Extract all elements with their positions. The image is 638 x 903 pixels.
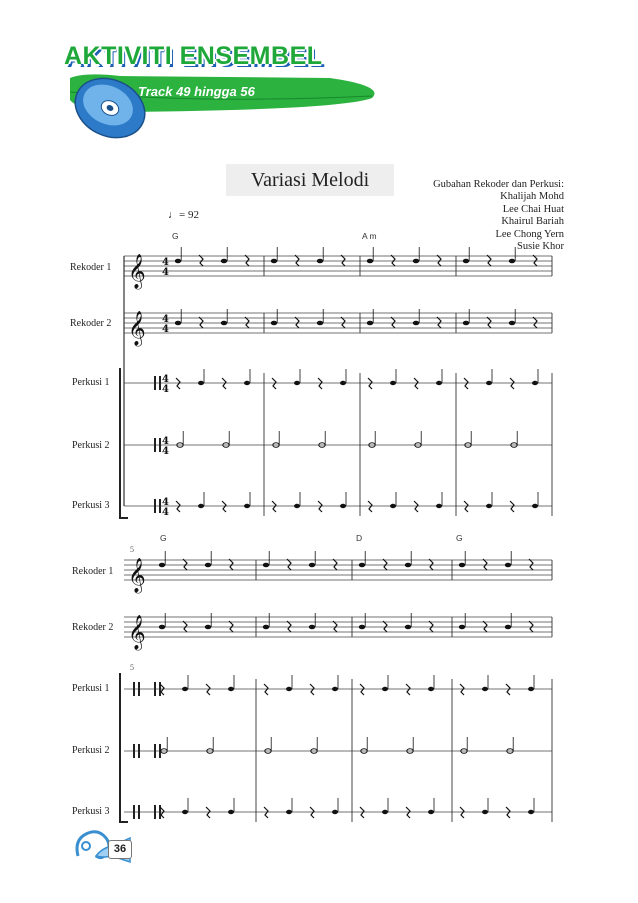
note-head <box>263 563 269 568</box>
rest <box>529 559 533 570</box>
note-head <box>294 504 300 508</box>
rest <box>529 621 533 632</box>
rest <box>414 378 418 389</box>
percussion-clef <box>159 376 161 390</box>
note-head <box>221 321 227 326</box>
part-label: Perkusi 1 <box>72 377 110 388</box>
rest <box>464 501 468 512</box>
note-head <box>340 381 346 385</box>
measure-number: 5 <box>130 545 134 554</box>
note-head <box>382 687 388 691</box>
note-head <box>317 259 323 264</box>
rest <box>506 684 510 695</box>
part-label: Perkusi 2 <box>72 745 110 756</box>
rest <box>272 501 276 512</box>
treble-clef: 𝄞 <box>128 254 146 289</box>
tempo-value: = 92 <box>179 209 199 221</box>
note-head <box>359 625 365 630</box>
note-head <box>159 563 165 568</box>
time-signature: 4 <box>162 374 169 385</box>
note-head <box>482 687 488 691</box>
note-head <box>482 810 488 814</box>
note-head <box>428 810 434 814</box>
rest <box>414 501 418 512</box>
note-head <box>428 687 434 691</box>
note-head <box>459 563 465 568</box>
score-title: Variasi Melodi <box>226 164 394 196</box>
rest <box>360 807 364 818</box>
note-head <box>205 625 211 630</box>
note-head <box>413 321 419 326</box>
percussion-clef <box>138 682 140 696</box>
note-head <box>459 625 465 630</box>
rest <box>176 501 180 512</box>
credit-name: Lee Chong Yern <box>495 228 564 240</box>
rest <box>437 255 441 266</box>
note-head <box>228 687 234 691</box>
rest <box>229 559 233 570</box>
rest <box>368 501 372 512</box>
note-head <box>505 563 511 568</box>
time-signature: 4 <box>162 507 169 518</box>
credit-name: Susie Khor <box>517 241 564 253</box>
rest <box>264 684 268 695</box>
note-head <box>286 687 292 691</box>
note-head <box>309 563 315 568</box>
rest <box>383 621 387 632</box>
time-signature: 4 <box>162 324 169 335</box>
part-label: Perkusi 3 <box>72 500 110 511</box>
time-signature: 4 <box>162 384 169 395</box>
note-head <box>332 687 338 691</box>
time-signature: 4 <box>162 436 169 447</box>
note-head <box>367 259 373 264</box>
page-number: 36 <box>108 840 132 859</box>
credit-name: Khalijah Mohd <box>500 191 564 203</box>
rest <box>341 255 345 266</box>
activity-title: AKTIVITI ENSEMBEL <box>64 42 323 70</box>
note-head <box>205 563 211 568</box>
rest <box>245 317 249 328</box>
chord-symbol: D <box>356 533 363 543</box>
note-head <box>463 321 469 326</box>
note-head <box>532 381 538 385</box>
rest <box>295 317 299 328</box>
note-head <box>382 810 388 814</box>
note-head <box>182 810 188 814</box>
part-label: Rekoder 1 <box>70 262 112 273</box>
part-label: Perkusi 3 <box>72 806 110 817</box>
rest <box>245 255 249 266</box>
part-label: Rekoder 2 <box>72 622 114 633</box>
treble-clef: 𝄞 <box>128 311 146 346</box>
note-head <box>486 504 492 508</box>
note-head <box>317 321 323 326</box>
percussion-clef <box>154 499 156 513</box>
rest <box>183 559 187 570</box>
note-head <box>286 810 292 814</box>
percussion-clef <box>138 805 140 819</box>
rest <box>176 378 180 389</box>
credits-heading: Gubahan Rekoder dan Perkusi: <box>433 179 564 190</box>
rest <box>360 684 364 695</box>
rest <box>229 621 233 632</box>
rest <box>333 559 337 570</box>
credit-name: Lee Chai Huat <box>502 203 564 215</box>
chord-symbol: G <box>456 533 463 543</box>
percussion-clef <box>159 499 161 513</box>
rest <box>487 317 491 328</box>
note-head <box>405 563 411 568</box>
track-label: Track 49 hingga 56 <box>138 84 255 99</box>
rest <box>464 378 468 389</box>
note-head <box>528 687 534 691</box>
rest <box>487 255 491 266</box>
rest <box>510 378 514 389</box>
chord-symbol: G <box>160 533 167 543</box>
note-head <box>198 381 204 385</box>
note-head <box>509 321 515 326</box>
percussion-clef <box>133 744 135 758</box>
rest <box>222 501 226 512</box>
time-signature: 4 <box>162 446 169 457</box>
rest <box>310 807 314 818</box>
rest <box>391 255 395 266</box>
rest <box>460 684 464 695</box>
note-head <box>159 625 165 630</box>
part-label: Rekoder 2 <box>70 318 112 329</box>
rest <box>318 378 322 389</box>
note-head <box>359 563 365 568</box>
rest <box>206 807 210 818</box>
note-head <box>271 321 277 326</box>
rest <box>460 807 464 818</box>
rest <box>272 378 276 389</box>
rest <box>222 378 226 389</box>
note-head <box>436 381 442 385</box>
note-head <box>244 381 250 385</box>
rest <box>429 559 433 570</box>
percussion-clef <box>154 682 156 696</box>
rest <box>533 255 537 266</box>
rest <box>318 501 322 512</box>
rest <box>406 807 410 818</box>
note-head <box>436 504 442 508</box>
note-head <box>175 259 181 264</box>
treble-clef: 𝄞 <box>128 615 146 650</box>
percussion-clef <box>154 376 156 390</box>
note-head <box>367 321 373 326</box>
note-head <box>182 687 188 691</box>
system-bracket <box>120 673 128 822</box>
note-head <box>340 504 346 508</box>
percussion-clef <box>133 682 135 696</box>
treble-clef: 𝄞 <box>128 558 146 593</box>
rest <box>483 559 487 570</box>
rest <box>199 255 203 266</box>
rest <box>199 317 203 328</box>
rest <box>295 255 299 266</box>
note-head <box>198 504 204 508</box>
note-head <box>309 625 315 630</box>
note-head <box>486 381 492 385</box>
chord-symbol: A m <box>362 231 377 241</box>
rest <box>533 317 537 328</box>
note-head <box>390 381 396 385</box>
time-signature: 4 <box>162 267 169 278</box>
credit-name: Khairul Bariah <box>501 216 564 228</box>
percussion-clef <box>154 805 156 819</box>
note-head <box>532 504 538 508</box>
rest <box>406 684 410 695</box>
rest <box>429 621 433 632</box>
note-head <box>263 625 269 630</box>
part-label: Rekoder 1 <box>72 566 114 577</box>
note-head <box>332 810 338 814</box>
rest <box>483 621 487 632</box>
rest <box>183 621 187 632</box>
percussion-clef <box>154 438 156 452</box>
part-label: Perkusi 2 <box>72 440 110 451</box>
percussion-clef <box>138 744 140 758</box>
time-signature: 4 <box>162 257 169 268</box>
rest <box>391 317 395 328</box>
quarter-note-icon: ♩ <box>168 209 179 221</box>
time-signature: 4 <box>162 314 169 325</box>
note-head <box>528 810 534 814</box>
note-head <box>509 259 515 264</box>
time-signature: 4 <box>162 497 169 508</box>
percussion-clef <box>154 744 156 758</box>
note-head <box>505 625 511 630</box>
note-head <box>271 259 277 264</box>
note-head <box>405 625 411 630</box>
note-head <box>175 321 181 326</box>
percussion-clef <box>159 438 161 452</box>
rest <box>206 684 210 695</box>
part-label: Perkusi 1 <box>72 683 110 694</box>
rest <box>341 317 345 328</box>
note-head <box>413 259 419 264</box>
note-head <box>228 810 234 814</box>
rest <box>264 807 268 818</box>
note-head <box>463 259 469 264</box>
rest <box>506 807 510 818</box>
rest <box>333 621 337 632</box>
chord-symbol: G <box>172 231 179 241</box>
percussion-clef <box>133 805 135 819</box>
measure-number: 5 <box>130 663 134 672</box>
note-head <box>390 504 396 508</box>
rest <box>310 684 314 695</box>
rest <box>510 501 514 512</box>
rest <box>368 378 372 389</box>
rest <box>287 559 291 570</box>
note-head <box>221 259 227 264</box>
rest <box>437 317 441 328</box>
note-head <box>294 381 300 385</box>
rest <box>383 559 387 570</box>
note-head <box>244 504 250 508</box>
rest <box>287 621 291 632</box>
